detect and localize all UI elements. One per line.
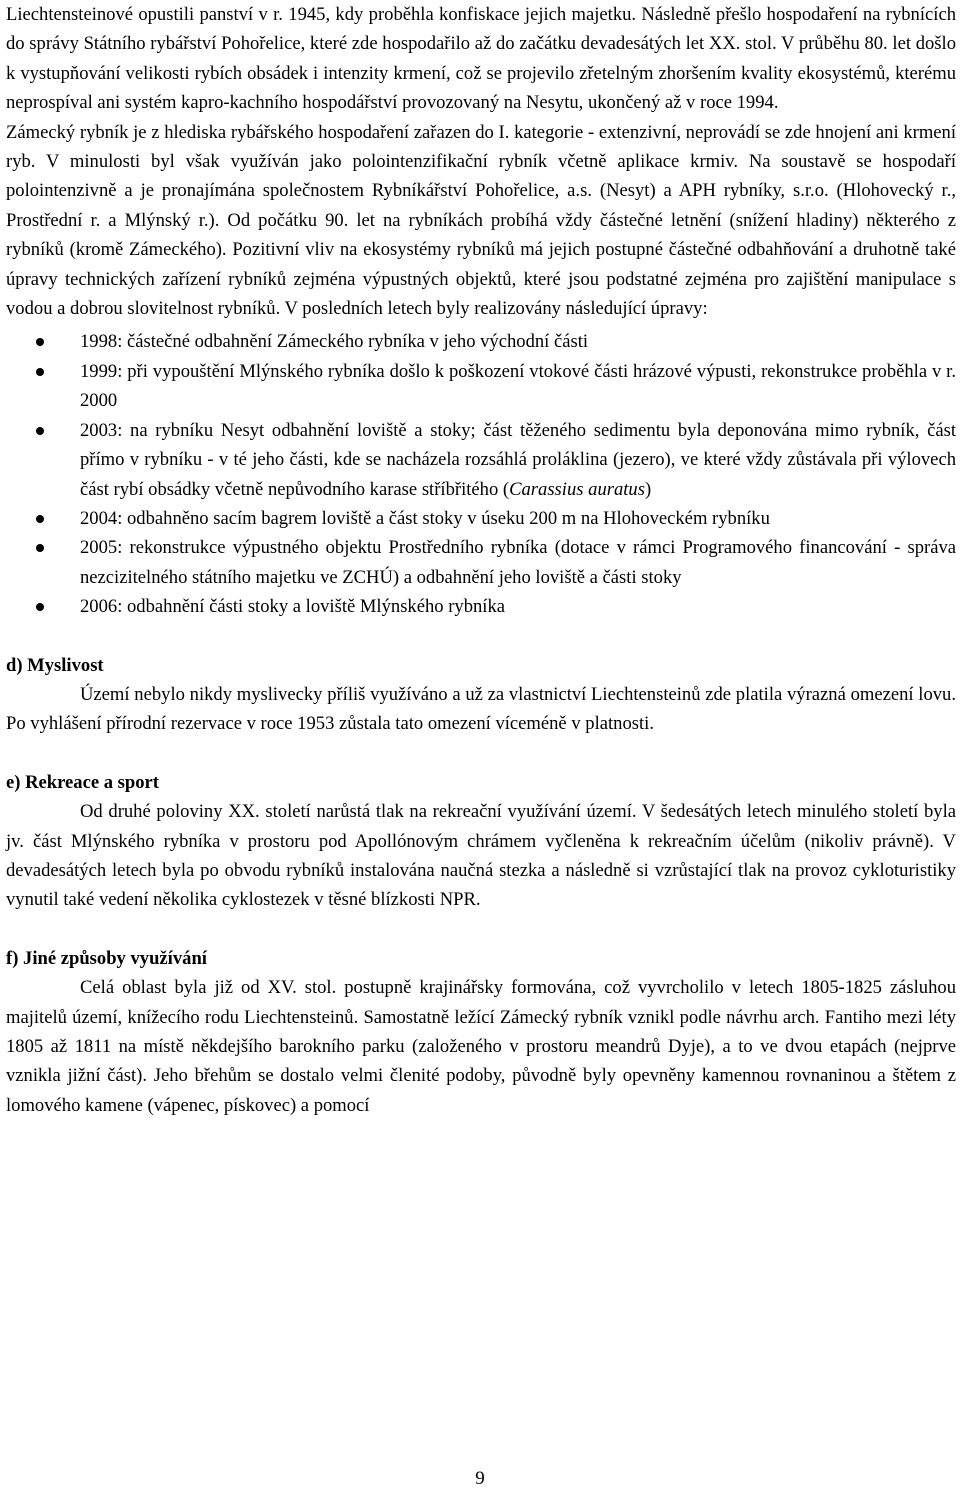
species-name: Carassius auratus: [509, 478, 645, 500]
section-heading-rekreace: e) Rekreace a sport: [6, 771, 159, 793]
page-number: 9: [475, 1468, 485, 1489]
section-body-jine: Celá oblast byla již od XV. stol. postupně krajinářsky formována, což vyvrcholilo v letech 1805-1825 zásluhou majitelů území, knížecího rodu Liechtensteinů. Samostatně ležící Zámecký rybník vznikl podle návrhu arch. Fantiho mezi léty 1805 až 1811 na místě někdejšího barokního parku (založeného v prostoru meandrů Dyje), a to ve dvou etapách (nejprve vznikla jižní část). Jeho břehům se dostalo velmi členité podoby, původně byly opevněny kamennou rovnaninou a štětem z lomového kamene (vápenec, pískovec) a pomocí: [6, 977, 956, 1116]
list-item: [6, 327, 956, 356]
list-item-text: 2003: na rybníku Nesyt odbahnění loviště a stoky; část těženého sedimentu byla deponována mimo rybník, část přímo v rybníku - v té jeho části, kde se nacházela rozsáhlá proláklina (jezero), ve které vždy zůstávala při výlovech část rybí obsádky včetně nepůvodního karase stříbřitého (: [80, 419, 956, 500]
bullet-icon: [36, 544, 44, 552]
list-item-text: 1999: při vypouštění Mlýnského rybníka došlo k poškození vtokové části hrázové výpusti, rekonstrukce proběhla v r. 2000: [80, 360, 956, 412]
section-body-myslivost: Území nebylo nikdy myslivecky příliš využíváno a už za vlastnictví Liechtensteinů zde platila výrazná omezení lovu. Po vyhlášení přírodní rezervace v roce 1953 zůstala tato omezení víceméně v platnosti.: [6, 683, 956, 735]
section-heading-jine: f) Jiné způsoby využívání: [6, 947, 207, 969]
list-item: [6, 533, 956, 592]
intro-paragraph-2: Zámecký rybník je z hlediska rybářského hospodaření zařazen do I. kategorie - extenzivní, neprovádí se zde hnojení ani krmení ryb. V minulosti byl však využíván jako polointenzifikační rybník včetně aplikace krmiv. Na soustavě se hospodaří polointenzivně a je pronajímána společnostem Rybníkářství Pohořelice, a.s. (Nesyt) a APH rybníky, s.r.o. (Hlohovecký r., Prostřední r. a Mlýnský r.). Od počátku 90. let na rybníkách probíhá vždy částečné letnění (snížení hladiny) některého z rybníků (kromě Zámeckého). Pozitivní vliv na ekosystémy rybníků má jejich postupné částečné odbahňování a druhotně také úpravy technických zařízení rybníků zejména výpustných objektů, které jsou podstatné zejména pro zajištění manipulace s vodou a dobrou slovitelnost rybníků. V posledních letech byly realizovány následující úpravy:: [6, 121, 956, 320]
list-item-text: 2005: rekonstrukce výpustného objektu Prostředního rybníka (dotace v rámci Programového financování - správa nezcizitelného státního majetku ve ZCHÚ) a odbahnění jeho loviště a části stoky: [80, 537, 956, 588]
intro-paragraph-1: Liechtensteinové opustili panství v r. 1945, kdy proběhla konfiskace jejich majetku. Následně přešlo hospodaření na rybnících do správy Státního rybářství Pohořelice, které zde hospodařilo až do začátku devadesátých let XX. stol. V průběhu 80. let došlo k vystupňování velikosti rybích obsádek i intenzity krmení, což se projevilo zřetelným zhoršením kvality ekosystémů, kterému neprospíval ani systém kapro-kachního hospodářství provozovaný na Nesytu, ukončený až v roce 1994.: [6, 4, 956, 114]
list-item: [6, 357, 956, 416]
list-item-text: 2006: odbahnění části stoky a loviště Mlýnského rybníka: [80, 596, 506, 618]
list-item-text: 2004: odbahněno sacím bagrem loviště a část stoky v úseku 200 m na Hlohoveckém rybníku: [80, 507, 770, 529]
section-heading-myslivost: d) Myslivost: [6, 654, 104, 676]
list-item-text: 1998: částečné odbahnění Zámeckého rybníka v jeho východní části: [80, 331, 589, 353]
bullet-icon: [36, 603, 44, 611]
list-item-text-end: ): [644, 478, 652, 500]
bullet-icon: [36, 338, 44, 346]
document-page: [6, 0, 956, 1120]
bullet-icon: [36, 515, 44, 523]
list-item: [6, 504, 956, 533]
list-item: [6, 416, 956, 504]
bullet-icon: [36, 427, 44, 435]
bullet-list: [6, 327, 956, 621]
list-item: [6, 592, 956, 621]
bullet-icon: [36, 368, 44, 376]
section-body-rekreace: Od druhé poloviny XX. století narůstá tlak na rekreační využívání území. V šedesátých letech minulého století byla jv. část Mlýnského rybníka v prostoru pod Apollónovým chrámem vyčleněna k rekreačním účelům (nikoliv právně). V devadesátých letech byla po obvodu rybníků instalována naučná stezka a následně si vzrůstající tlak na provoz cykloturistiky vynutil také vedení několika cyklostezek v těsné blízkosti NPR.: [6, 801, 956, 911]
